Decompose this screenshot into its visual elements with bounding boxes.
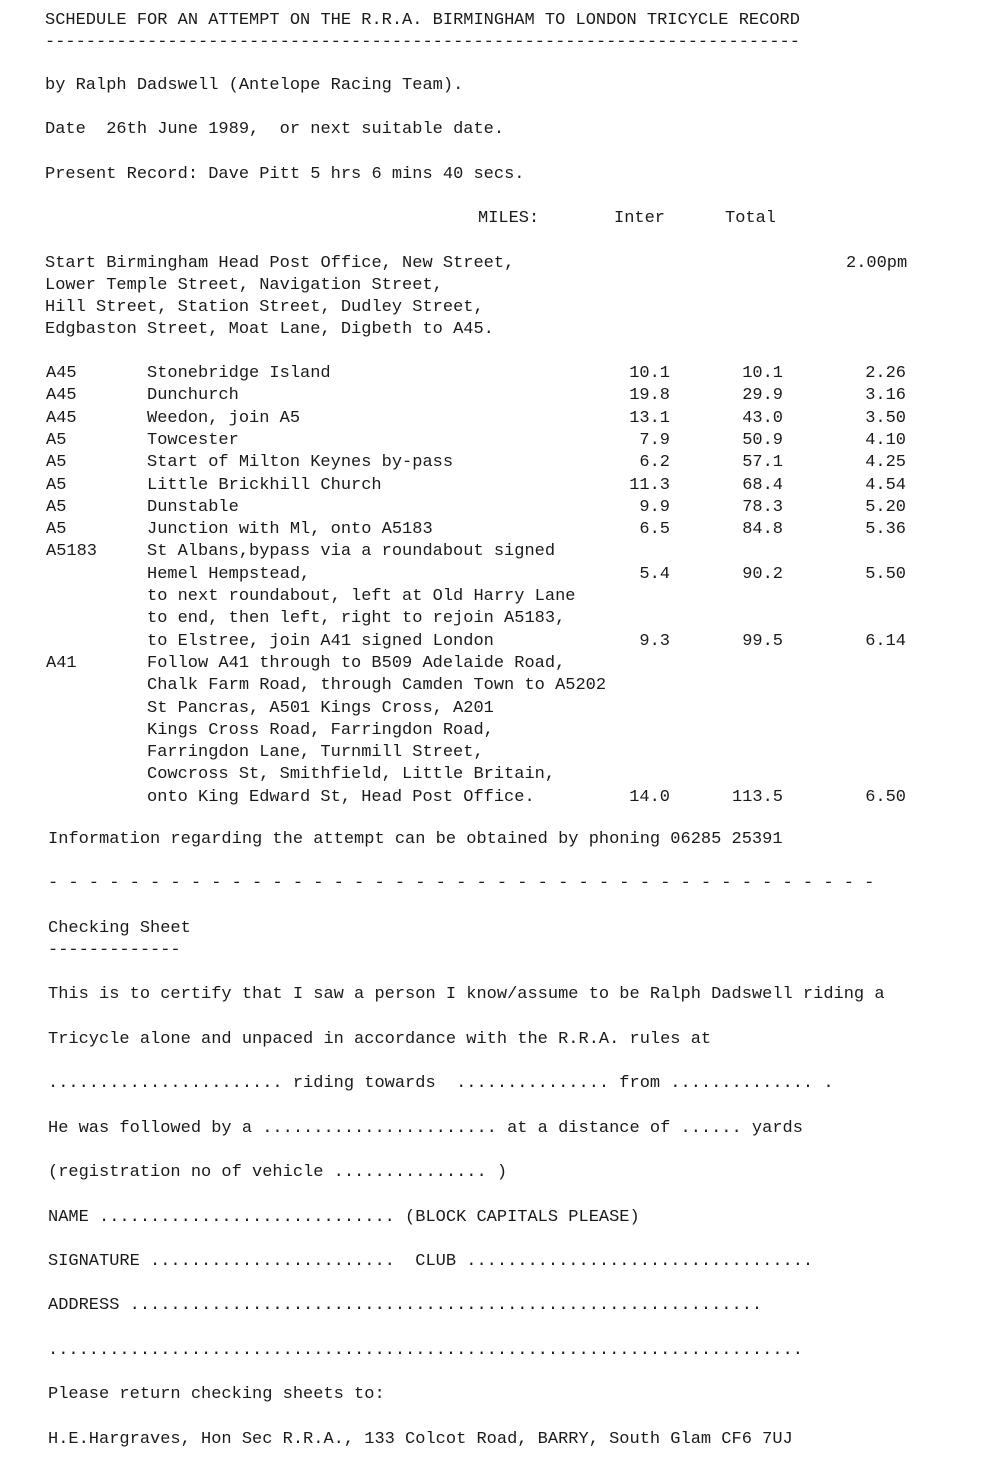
info-line: Information regarding the attempt can be obtained by phoning 06285 25391 xyxy=(48,830,783,849)
route-inter-miles: 11.3 xyxy=(629,476,670,495)
route-total-miles: 90.2 xyxy=(742,565,783,584)
route-inter-miles: 6.5 xyxy=(639,520,670,539)
route-inter-miles: 5.4 xyxy=(639,565,670,584)
start-time: 2.00pm xyxy=(846,254,908,273)
route-place: Junction with Ml, onto A5183 xyxy=(147,520,433,539)
by-line: by Ralph Dadswell (Antelope Racing Team). xyxy=(45,76,464,95)
route-road: A5 xyxy=(46,431,67,450)
route-time: 5.36 xyxy=(865,520,906,539)
route-place: Dunchurch xyxy=(147,386,239,405)
return-address: H.E.Hargraves, Hon Sec R.R.A., 133 Colcot Road, BARRY, South Glam CF6 7UJ xyxy=(48,1430,793,1449)
route-time: 6.50 xyxy=(865,788,906,807)
route-place: Stonebridge Island xyxy=(147,364,331,383)
route-time: 5.20 xyxy=(865,498,906,517)
return-instruction: Please return checking sheets to: xyxy=(48,1385,385,1404)
route-total-miles: 57.1 xyxy=(742,453,783,472)
address-field-line[interactable]: ADDRESS .............................................................. xyxy=(48,1296,763,1315)
route-place: Hemel Hempstead, xyxy=(147,565,311,584)
checking-sheet-underline: ------------- xyxy=(48,941,181,960)
route-time: 4.10 xyxy=(865,431,906,450)
route-total-miles: 50.9 xyxy=(742,431,783,450)
route-place: Towcester xyxy=(147,431,239,450)
route-inter-miles: 10.1 xyxy=(629,364,670,383)
route-total-miles: 10.1 xyxy=(742,364,783,383)
route-place: Weedon, join A5 xyxy=(147,409,301,428)
route-place: Kings Cross Road, Farringdon Road, xyxy=(147,721,494,740)
route-road: A5183 xyxy=(46,542,98,561)
route-total-miles: 99.5 xyxy=(742,632,783,651)
location-field-line[interactable]: ....................... riding towards ............... from .............. . xyxy=(48,1074,834,1093)
start-line: Start Birmingham Head Post Office, New Street, xyxy=(45,254,515,273)
total-heading: Total xyxy=(725,209,777,228)
route-time: 4.54 xyxy=(865,476,906,495)
route-road: A45 xyxy=(46,386,77,405)
route-total-miles: 84.8 xyxy=(742,520,783,539)
route-place: onto King Edward St, Head Post Office. xyxy=(147,788,535,807)
name-field-line[interactable]: NAME ............................. (BLOCK CAPITALS PLEASE) xyxy=(48,1208,640,1227)
route-time: 2.26 xyxy=(865,364,906,383)
route-place: Farringdon Lane, Turnmill Street, xyxy=(147,743,484,762)
route-road: A5 xyxy=(46,476,67,495)
route-inter-miles: 19.8 xyxy=(629,386,670,405)
route-place: St Albans,bypass via a roundabout signed xyxy=(147,542,556,561)
route-inter-miles: 9.9 xyxy=(639,498,670,517)
route-total-miles: 68.4 xyxy=(742,476,783,495)
route-place: to end, then left, right to rejoin A5183, xyxy=(147,609,566,628)
route-road: A45 xyxy=(46,364,77,383)
start-line: Edgbaston Street, Moat Lane, Digbeth to A45. xyxy=(45,320,494,339)
certify-line: This is to certify that I saw a person I know/assume to be Ralph Dadswell riding a xyxy=(48,985,885,1004)
route-inter-miles: 14.0 xyxy=(629,788,670,807)
route-place: Follow A41 through to B509 Adelaide Road, xyxy=(147,654,566,673)
route-road: A5 xyxy=(46,453,67,472)
route-place: Chalk Farm Road, through Camden Town to A5202 xyxy=(147,676,607,695)
route-time: 4.25 xyxy=(865,453,906,472)
route-place: Cowcross St, Smithfield, Little Britain, xyxy=(147,765,556,784)
route-total-miles: 113.5 xyxy=(731,788,783,807)
route-total-miles: 29.9 xyxy=(742,386,783,405)
certify-line: Tricycle alone and unpaced in accordance with the R.R.A. rules at xyxy=(48,1030,712,1049)
route-inter-miles: 9.3 xyxy=(639,632,670,651)
inter-heading: Inter xyxy=(614,209,666,228)
route-inter-miles: 7.9 xyxy=(639,431,670,450)
route-time: 5.50 xyxy=(865,565,906,584)
record-line: Present Record: Dave Pitt 5 hrs 6 mins 40 secs. xyxy=(45,165,525,184)
route-inter-miles: 13.1 xyxy=(629,409,670,428)
route-time: 3.16 xyxy=(865,386,906,405)
start-line: Hill Street, Station Street, Dudley Street, xyxy=(45,298,484,317)
followed-by-field-line[interactable]: He was followed by a ....................... at a distance of ...... yards xyxy=(48,1119,803,1138)
route-place: to next roundabout, left at Old Harry Lane xyxy=(147,587,576,606)
route-road: A45 xyxy=(46,409,77,428)
cut-line: - - - - - - - - - - - - - - - - - - - - - - - - - - - - - - - - - - - - - - - - - xyxy=(48,874,875,893)
date-line: Date 26th June 1989, or next suitable date. xyxy=(45,120,505,139)
route-place: Dunstable xyxy=(147,498,239,517)
signature-club-field-line[interactable]: SIGNATURE ........................ CLUB .................................. xyxy=(48,1252,814,1271)
miles-heading: MILES: xyxy=(478,209,540,228)
registration-field-line[interactable]: (registration no of vehicle ............... ) xyxy=(48,1163,508,1182)
route-inter-miles: 6.2 xyxy=(639,453,670,472)
route-place: to Elstree, join A41 signed London xyxy=(147,632,494,651)
route-time: 6.14 xyxy=(865,632,906,651)
checking-sheet-title: Checking Sheet xyxy=(48,919,191,938)
route-total-miles: 43.0 xyxy=(742,409,783,428)
address-field-line-2[interactable]: .......................................................................... xyxy=(48,1341,803,1360)
route-place: Start of Milton Keynes by-pass xyxy=(147,453,454,472)
route-road: A5 xyxy=(46,520,67,539)
route-time: 3.50 xyxy=(865,409,906,428)
route-total-miles: 78.3 xyxy=(742,498,783,517)
route-road: A41 xyxy=(46,654,77,673)
route-place: St Pancras, A501 Kings Cross, A201 xyxy=(147,699,494,718)
route-road: A5 xyxy=(46,498,67,517)
route-place: Little Brickhill Church xyxy=(147,476,382,495)
title-underline: -------------------------------------------------------------------------- xyxy=(45,33,800,52)
start-line: Lower Temple Street, Navigation Street, xyxy=(45,276,443,295)
document-title: SCHEDULE FOR AN ATTEMPT ON THE R.R.A. BIRMINGHAM TO LONDON TRICYCLE RECORD xyxy=(45,11,800,30)
